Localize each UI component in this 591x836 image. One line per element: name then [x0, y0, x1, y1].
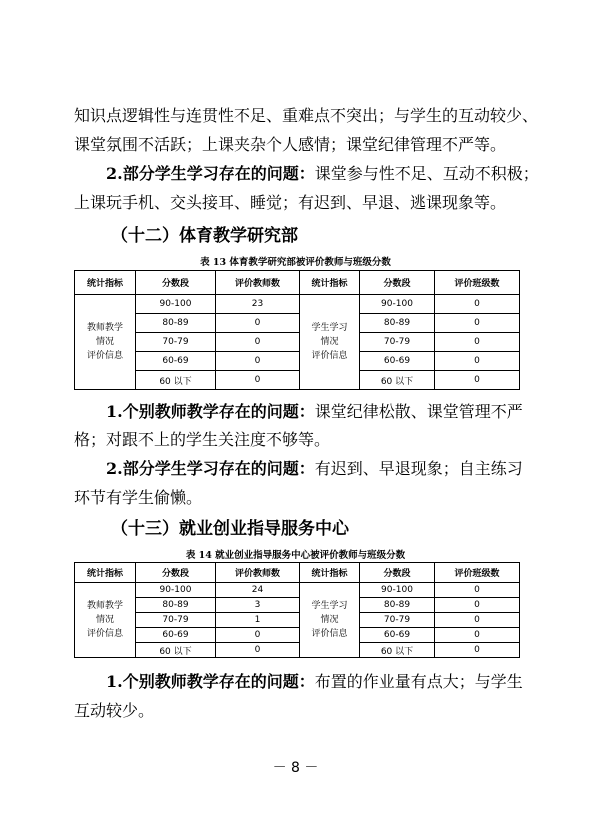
paragraph-line: 格；对跟不上的学生关注度不够等。 — [74, 430, 331, 449]
score-range-cell: 60-69 — [360, 628, 435, 643]
header-cell: 评价班级数 — [435, 271, 520, 295]
class-count-cell: 0 — [435, 643, 520, 658]
header-cell: 评价教师数 — [216, 563, 300, 583]
score-range-cell: 70-79 — [136, 613, 216, 628]
score-range-cell: 80-89 — [136, 314, 216, 333]
class-count-cell: 0 — [435, 371, 520, 390]
header-cell: 统计指标 — [75, 563, 136, 583]
table-row — [75, 333, 520, 352]
teacher-count-cell: 0 — [216, 371, 300, 390]
header-cell: 统计指标 — [75, 271, 136, 295]
score-range-cell: 80-89 — [360, 598, 435, 613]
indicator-cell: 教师教学 情况 评价信息 — [75, 295, 136, 390]
table-row — [75, 643, 520, 658]
table-row — [75, 583, 520, 598]
score-range-cell: 90-100 — [360, 295, 435, 314]
paragraph-line — [106, 672, 523, 692]
teacher-count-cell: 0 — [216, 314, 300, 333]
issue-text: 布置的作业量有点大；与学生 — [314, 672, 523, 691]
score-range-cell: 60-69 — [136, 352, 216, 371]
header-cell: 评价班级数 — [435, 563, 520, 583]
teacher-count-cell: 0 — [216, 352, 300, 371]
score-table — [74, 270, 520, 390]
table-header-row — [75, 563, 520, 583]
teacher-count-cell: 1 — [216, 613, 300, 628]
header-cell: 评价教师数 — [216, 271, 300, 295]
paragraph-line: 知识点逻辑性与连贯性不足、重难点不突出；与学生的互动较少、 — [74, 106, 539, 125]
class-count-cell: 0 — [435, 352, 520, 371]
indicator-cell: 教师教学 情况 评价信息 — [75, 583, 136, 658]
class-count-cell: 0 — [435, 333, 520, 352]
class-count-cell: 0 — [435, 613, 520, 628]
score-range-cell: 60 以下 — [360, 643, 435, 658]
issue-text: 课堂参与性不足、互动不积极； — [314, 164, 539, 183]
class-count-cell: 0 — [435, 583, 520, 598]
issue-label: 2.部分学生学习存在的问题： — [106, 164, 315, 183]
teacher-count-cell: 0 — [216, 643, 300, 658]
class-count-cell: 0 — [435, 628, 520, 643]
paragraph-line: 课堂氛围不活跃；上课夹杂个人感情；课堂纪律管理不严等。 — [74, 135, 507, 154]
indicator-cell: 学生学习 情况 评价信息 — [300, 583, 360, 658]
class-count-cell: 0 — [435, 314, 520, 333]
score-range-cell: 60 以下 — [136, 371, 216, 390]
header-cell: 分数段 — [360, 271, 435, 295]
indicator-cell: 学生学习 情况 评价信息 — [300, 295, 360, 390]
score-range-cell: 80-89 — [360, 314, 435, 333]
issue-text: 课堂纪律松散、课堂管理不严 — [314, 402, 523, 421]
paragraph-line — [106, 164, 539, 184]
issue-text: 有迟到、早退现象；自主练习 — [314, 459, 523, 478]
score-range-cell: 70-79 — [360, 333, 435, 352]
header-cell: 统计指标 — [300, 271, 360, 295]
score-range-cell: 60-69 — [360, 352, 435, 371]
paragraph-line — [106, 402, 523, 422]
score-range-cell: 60-69 — [136, 628, 216, 643]
teacher-count-cell: 0 — [216, 628, 300, 643]
table-row — [75, 371, 520, 390]
header-cell: 分数段 — [136, 563, 216, 583]
teacher-count-cell: 24 — [216, 583, 300, 598]
table-row — [75, 598, 520, 613]
score-range-cell: 70-79 — [360, 613, 435, 628]
teacher-count-cell: 0 — [216, 333, 300, 352]
class-count-cell: 0 — [435, 295, 520, 314]
score-range-cell: 70-79 — [136, 333, 216, 352]
class-count-cell: 0 — [435, 598, 520, 613]
header-cell: 分数段 — [136, 271, 216, 295]
score-range-cell: 60 以下 — [360, 371, 435, 390]
table-row — [75, 295, 520, 314]
score-range-cell: 90-100 — [136, 295, 216, 314]
paragraph-line: 环节有学生偷懒。 — [74, 488, 203, 507]
table-caption: 表 13 体育教学研究部被评价教师与班级分数 — [200, 257, 391, 268]
table-row — [75, 352, 520, 371]
issue-label: 1.个别教师教学存在的问题： — [106, 672, 315, 691]
score-range-cell: 80-89 — [136, 598, 216, 613]
score-range-cell: 90-100 — [360, 583, 435, 598]
paragraph-line — [106, 459, 523, 479]
table-row — [75, 314, 520, 333]
table-row — [75, 628, 520, 643]
issue-label: 1.个别教师教学存在的问题： — [106, 402, 315, 421]
paragraph-line: 互动较少。 — [74, 701, 155, 720]
teacher-count-cell: 3 — [216, 598, 300, 613]
table-row — [75, 613, 520, 628]
table-header-row — [75, 271, 520, 295]
header-cell: 分数段 — [360, 563, 435, 583]
issue-label: 2.部分学生学习存在的问题： — [106, 459, 315, 478]
paragraph-line: 上课玩手机、交头接耳、睡觉；有迟到、早退、逃课现象等。 — [74, 193, 507, 212]
page-number: － 8 － — [272, 760, 319, 776]
section-heading: （十三）就业创业指导服务中心 — [111, 519, 349, 539]
teacher-count-cell: 23 — [216, 295, 300, 314]
score-table — [74, 562, 520, 658]
table-caption: 表 14 就业创业指导服务中心被评价教师与班级分数 — [185, 550, 406, 561]
score-range-cell: 60 以下 — [136, 643, 216, 658]
score-range-cell: 90-100 — [136, 583, 216, 598]
section-heading: （十二）体育教学研究部 — [111, 226, 298, 246]
header-cell: 统计指标 — [300, 563, 360, 583]
